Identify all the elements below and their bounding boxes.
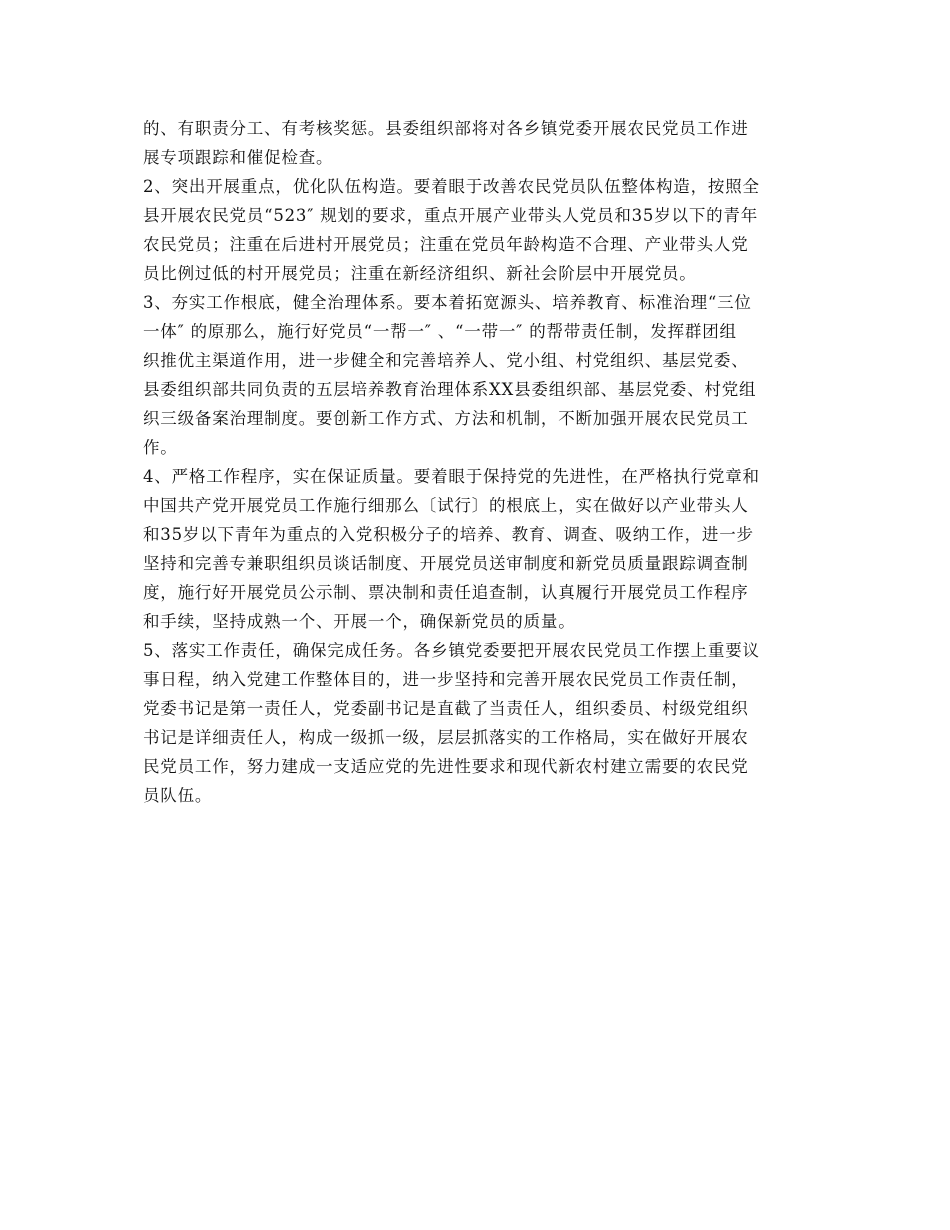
text-line: 员比例过低的村开展党员；注重在新经济组织、新社会阶层中开展党员。 — [143, 264, 697, 283]
document-body — [143, 114, 809, 810]
text-line: 县委组织部共同负责的五层培养教育治理体系XX县委组织部、基层党委、村党组 — [143, 380, 757, 399]
text-line: 一体″ 的原那么，施行好党员“一帮一″ 、“一带一″ 的帮带责任制，发挥群团组 — [143, 322, 737, 341]
paragraph-1 — [143, 114, 809, 172]
text-line: 书记是详细责任人，构成一级抓一级，层层抓落实的工作格局，实在做好开展农 — [143, 728, 749, 747]
text-line: 织推优主渠道作用，进一步健全和完善培养人、党小组、村党组织、基层党委、 — [143, 351, 749, 370]
text-line: 和35岁以下青年为重点的入党积极分子的培养、教育、调查、吸纳工作，进一步 — [143, 525, 754, 544]
text-line: 度，施行好开展党员公示制、票决制和责任追查制，认真履行开展党员工作程序 — [143, 583, 749, 602]
paragraph-4 — [143, 462, 809, 636]
text-line: 2、突出开展重点，优化队伍构造。要着眼于改善农民党员队伍整体构造，按照全 — [143, 177, 760, 196]
paragraph-3 — [143, 288, 809, 462]
text-line: 织三级备案治理制度。要创新工作方式、方法和机制，不断加强开展农民党员工 — [143, 409, 749, 428]
text-line: 县开展农民党员“523″ 规划的要求，重点开展产业带头人党员和35岁以下的青年 — [143, 206, 759, 225]
text-line: 4、严格工作程序，实在保证质量。要着眼于保持党的先进性，在严格执行党章和 — [143, 467, 760, 486]
text-line: 展专项跟踪和催促检查。 — [143, 148, 334, 167]
paragraph-2 — [143, 172, 809, 288]
text-line: 的、有职责分工、有考核奖惩。县委组织部将对各乡镇党委开展农民党员工作进 — [143, 119, 749, 138]
text-line: 5、落实工作责任，确保完成任务。各乡镇党委要把开展农民党员工作摆上重要议 — [143, 641, 760, 660]
text-line: 党委书记是第一责任人，党委副书记是直截了当责任人，组织委员、村级党组织 — [143, 699, 749, 718]
text-line: 民党员工作，努力建成一支适应党的先进性要求和现代新农村建立需要的农民党 — [143, 757, 749, 776]
text-line: 员队伍。 — [143, 786, 213, 805]
text-line: 3、夯实工作根底，健全治理体系。要本着拓宽源头、培养教育、标准治理“三位 — [143, 293, 752, 312]
text-line: 坚持和完善专兼职组织员谈话制度、开展党员送审制度和新党员质量跟踪调查制 — [143, 554, 749, 573]
text-line: 中国共产党开展党员工作施行细那么〔试行〕的根底上，实在做好以产业带头人 — [143, 496, 749, 515]
paragraph-5 — [143, 636, 809, 810]
text-line: 农民党员；注重在后进村开展党员；注重在党员年龄构造不合理、产业带头人党 — [143, 235, 749, 254]
text-line: 作。 — [143, 438, 178, 457]
text-line: 和手续，坚持成熟一个、开展一个，确保新党员的质量。 — [143, 612, 576, 631]
text-line: 事日程，纳入党建工作整体目的，进一步坚持和完善开展农民党员工作责任制， — [143, 670, 749, 689]
